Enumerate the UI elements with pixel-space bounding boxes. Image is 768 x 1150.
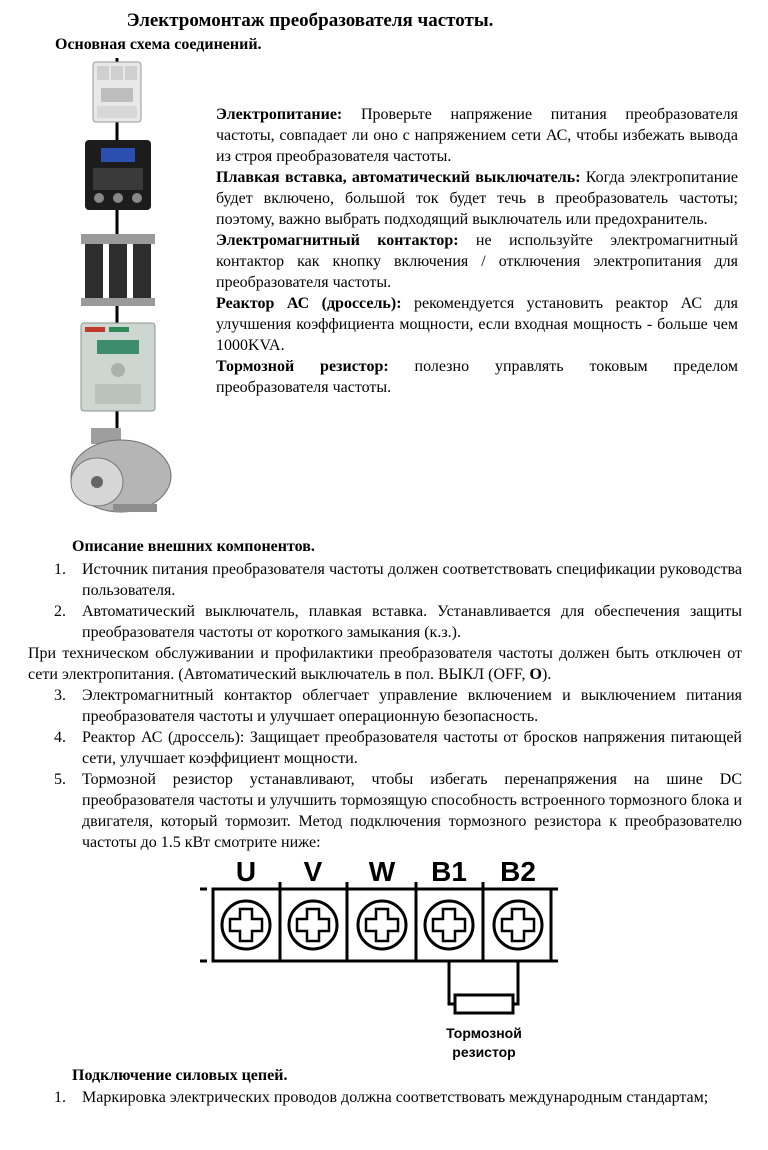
intro-paragraph-contactor: Электромагнитный контактор: не используйте электромагнитный контактор как кнопку включения / отключения электропитания для преобразователя частоты. <box>216 232 738 291</box>
intro-description <box>216 104 738 398</box>
external-components-heading: Описание внешних компонентов. <box>72 538 315 555</box>
page-title: Электромонтаж преобразователя частоты. <box>126 10 494 31</box>
intro-paragraph-power: Электропитание: Проверьте напряжение питания преобразователя частоты, совпадает ли оно с напряжением сети АС, чтобы избежать вывода из строя преобразователя частоты. <box>216 106 738 165</box>
resistor-label-line2: резистор <box>452 1044 516 1060</box>
reactor-icon <box>81 234 155 306</box>
terminal-label-v: V <box>303 856 323 887</box>
intro-paragraph-breaker: Плавкая вставка, автоматический выключатель: Когда электропитание будет включено, большой ток будет течь в преобразователь частоты; поэтому, важно выбрать подходящий выключатель или предохранитель. <box>216 169 739 228</box>
intro-paragraph-resistor: Тормозной резистор: полезно управлять токовым пределом преобразователя частоты. <box>216 358 738 396</box>
motor-icon <box>71 428 171 512</box>
intro-paragraph-reactor: Реактор АС (дроссель): рекомендуется установить реактор АС для улучшения коэффициента мощности, если входная мощность - больше чем 1000KVA. <box>216 295 738 354</box>
terminal-label-b1: B1 <box>431 856 467 887</box>
resistor-wiring <box>449 961 518 1013</box>
screw-cross-icon <box>230 909 534 941</box>
terminal-label-w: W <box>368 856 396 887</box>
resistor-label-line1: Тормозной <box>446 1025 522 1041</box>
maintenance-note: При техническом обслуживании и профилактики преобразователя частоты должен быть отключен от сети электропитания. (Автоматический выключатель в пол. ВЫКЛ (OFF, О). <box>28 645 742 683</box>
frequency-converter-icon <box>81 323 155 411</box>
terminal-block-diagram <box>195 852 565 1067</box>
power-circuits-heading: Подключение силовых цепей. <box>72 1067 288 1084</box>
section-subtitle: Основная схема соединений. <box>55 36 262 53</box>
connection-diagram <box>55 58 185 518</box>
terminal-label-u: U <box>235 856 257 887</box>
terminal-label-b2: B2 <box>500 856 536 887</box>
circuit-breaker-icon <box>93 62 141 122</box>
brake-resistor-icon <box>455 995 513 1013</box>
contactor-icon <box>85 140 151 210</box>
